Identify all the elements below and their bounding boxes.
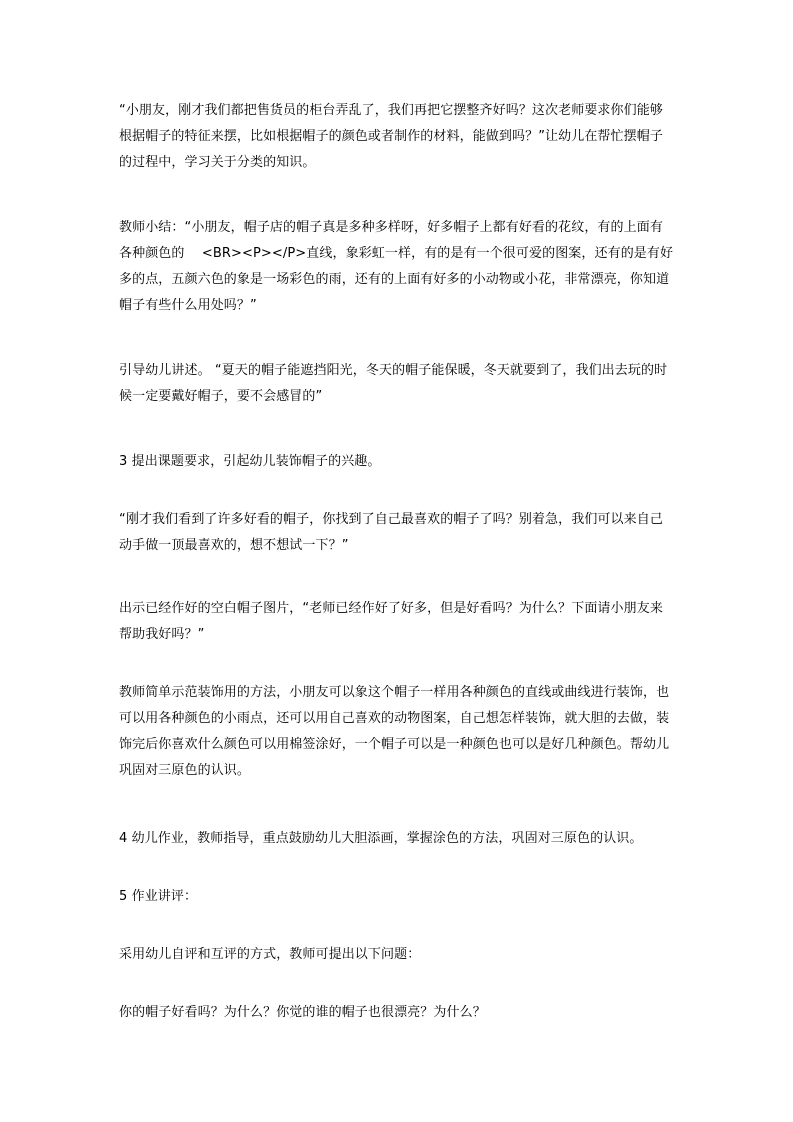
paragraph-teacher-summary: 教师小结：“小朋友，帽子店的帽子真是多种多样呀，好多帽子上都有好看的花纹，有的上面有各种颜色的 <BR><P></P>直线，象彩虹一样，有的是有一个很可爱的图案，还有的是有好多的点，五颜六色的象是一场彩色的雨，还有的上面有好多的小动物或小花，非常漂亮，你知道帽子有些什么用处吗？” bbox=[119, 220, 674, 313]
paragraph-guide-children: 引导幼儿讲述。 “夏天的帽子能遮挡阳光，冬天的帽子能保暖，冬天就要到了，我们出去玩的时候一定要戴好帽子，要不会感冒的” bbox=[119, 363, 668, 404]
paragraph-step-3: 3 提出课题要求，引起幼儿装饰帽子的兴趣。 bbox=[119, 454, 381, 469]
paragraph-demo-method: 教师简单示范装饰用的方法，小朋友可以象这个帽子一样用各种颜色的直线或曲线进行装饰，也可以用各种颜色的小雨点，还可以用自己喜欢的动物图案，自己想怎样装饰，就大胆的去做，装饰完后你喜欢什么颜色可以用棉签涂好，一个帽子可以是一种颜色也可以是好几种颜色。帮幼儿巩固对三原色的认识。 bbox=[119, 685, 670, 778]
paragraph-blank-hat: 出示已经作好的空白帽子图片，“老师已经作好了好多，但是好看吗？为什么？下面请小朋友来帮助我好吗？” bbox=[119, 601, 663, 642]
paragraph-questions: 你的帽子好看吗？为什么？你觉的谁的帽子也很漂亮？为什么？ bbox=[119, 1005, 486, 1020]
paragraph-favorite-hat: “刚才我们看到了许多好看的帽子，你找到了自己最喜欢的帽子了吗？别着急，我们可以来自己动手做一顶最喜欢的，想不想试一下？” bbox=[119, 512, 663, 553]
paragraph-step-5: 5 作业讲评： bbox=[119, 889, 198, 904]
paragraph-sorting-hats: “小朋友，刚才我们都把售货员的柜台弄乱了，我们再把它摆整齐好吗？这次老师要求你们能够根据帽子的特征来摆，比如根据帽子的颜色或者制作的材料，能做到吗？”让幼儿在帮忙摆帽子的过程中，学习关于分类的知识。 bbox=[119, 103, 663, 170]
paragraph-step-4: 4 幼儿作业，教师指导，重点鼓励幼儿大胆添画，掌握涂色的方法，巩固对三原色的认识。 bbox=[119, 831, 643, 846]
paragraph-evaluation-method: 采用幼儿自评和互评的方式，教师可提出以下问题： bbox=[119, 947, 421, 962]
